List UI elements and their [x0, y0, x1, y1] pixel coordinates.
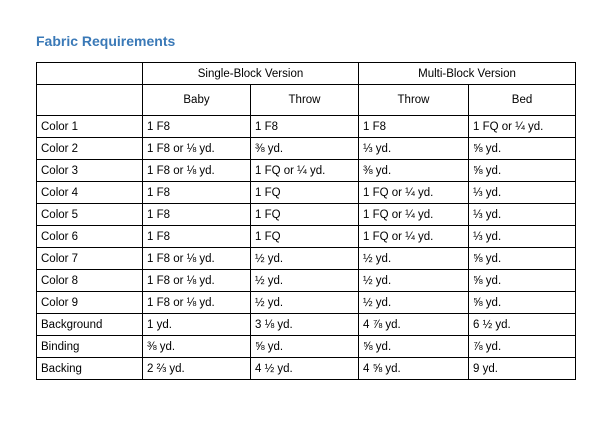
multi-throw-cell: ½ yd. [359, 248, 469, 270]
bed-cell: ⅝ yd. [469, 270, 576, 292]
single-throw-cell: ½ yd. [251, 270, 359, 292]
single-throw-cell: 3 ⅛ yd. [251, 314, 359, 336]
baby-cell: ⅜ yd. [143, 336, 251, 358]
table-row [37, 314, 576, 336]
baby-cell: 1 F8 or ⅛ yd. [143, 160, 251, 182]
table-row [37, 248, 576, 270]
single-throw-cell: 4 ½ yd. [251, 358, 359, 380]
table-row [37, 204, 576, 226]
multi-throw-cell: ½ yd. [359, 270, 469, 292]
sub-header-baby: Baby [143, 85, 251, 116]
row-label-cell: Color 5 [37, 204, 143, 226]
multi-throw-cell: ⅝ yd. [359, 336, 469, 358]
row-label-cell: Color 9 [37, 292, 143, 314]
row-label-cell: Color 3 [37, 160, 143, 182]
multi-throw-cell: ⅜ yd. [359, 160, 469, 182]
page-title: Fabric Requirements [36, 33, 176, 49]
multi-throw-cell: 1 FQ or ¼ yd. [359, 182, 469, 204]
row-label-cell: Backing [37, 358, 143, 380]
bed-cell: 9 yd. [469, 358, 576, 380]
baby-cell: 1 F8 or ⅛ yd. [143, 270, 251, 292]
bed-cell: ⅓ yd. [469, 182, 576, 204]
bed-cell: ⅓ yd. [469, 204, 576, 226]
baby-cell: 1 F8 or ⅛ yd. [143, 248, 251, 270]
single-throw-cell: 1 F8 [251, 116, 359, 138]
multi-throw-cell: 4 ⅞ yd. [359, 314, 469, 336]
row-label-cell: Color 1 [37, 116, 143, 138]
bed-cell: 1 FQ or ¼ yd. [469, 116, 576, 138]
sub-header-row [37, 85, 576, 116]
sub-header-single-throw: Throw [251, 85, 359, 116]
table-row [37, 182, 576, 204]
row-label-cell: Background [37, 314, 143, 336]
baby-cell: 1 F8 [143, 182, 251, 204]
bed-cell: 6 ½ yd. [469, 314, 576, 336]
table-row [37, 226, 576, 248]
bed-cell: ⅝ yd. [469, 138, 576, 160]
multi-throw-cell: 1 FQ or ¼ yd. [359, 204, 469, 226]
table-row [37, 270, 576, 292]
table-row [37, 160, 576, 182]
sub-header-multi-throw: Throw [359, 85, 469, 116]
row-label-cell: Color 6 [37, 226, 143, 248]
table-row [37, 358, 576, 380]
single-throw-cell: 1 FQ [251, 226, 359, 248]
baby-cell: 1 F8 [143, 226, 251, 248]
fabric-requirements-table [36, 62, 576, 380]
multi-throw-cell: ⅓ yd. [359, 138, 469, 160]
single-throw-cell: ⅝ yd. [251, 336, 359, 358]
row-label-cell: Color 2 [37, 138, 143, 160]
table-body [37, 116, 576, 380]
group-header-multi-block: Multi-Block Version [359, 63, 576, 85]
group-header-single-block: Single-Block Version [143, 63, 359, 85]
table-row [37, 138, 576, 160]
bed-cell: ⅓ yd. [469, 226, 576, 248]
baby-cell: 1 F8 or ⅛ yd. [143, 292, 251, 314]
row-label-cell: Binding [37, 336, 143, 358]
single-throw-cell: 1 FQ [251, 182, 359, 204]
multi-throw-cell: ½ yd. [359, 292, 469, 314]
table-row [37, 336, 576, 358]
group-header-row [37, 63, 576, 85]
multi-throw-cell: 4 ⅝ yd. [359, 358, 469, 380]
sub-header-blank [37, 85, 143, 116]
single-throw-cell: ½ yd. [251, 248, 359, 270]
table-row [37, 116, 576, 138]
baby-cell: 2 ⅔ yd. [143, 358, 251, 380]
single-throw-cell: ⅜ yd. [251, 138, 359, 160]
multi-throw-cell: 1 F8 [359, 116, 469, 138]
group-header-blank [37, 63, 143, 85]
bed-cell: ⅝ yd. [469, 160, 576, 182]
single-throw-cell: 1 FQ or ¼ yd. [251, 160, 359, 182]
sub-header-bed: Bed [469, 85, 576, 116]
baby-cell: 1 F8 or ⅛ yd. [143, 138, 251, 160]
multi-throw-cell: 1 FQ or ¼ yd. [359, 226, 469, 248]
row-label-cell: Color 4 [37, 182, 143, 204]
single-throw-cell: ½ yd. [251, 292, 359, 314]
bed-cell: ⅝ yd. [469, 248, 576, 270]
row-label-cell: Color 7 [37, 248, 143, 270]
baby-cell: 1 F8 [143, 204, 251, 226]
bed-cell: ⅞ yd. [469, 336, 576, 358]
baby-cell: 1 yd. [143, 314, 251, 336]
table-row [37, 292, 576, 314]
bed-cell: ⅝ yd. [469, 292, 576, 314]
row-label-cell: Color 8 [37, 270, 143, 292]
baby-cell: 1 F8 [143, 116, 251, 138]
single-throw-cell: 1 FQ [251, 204, 359, 226]
